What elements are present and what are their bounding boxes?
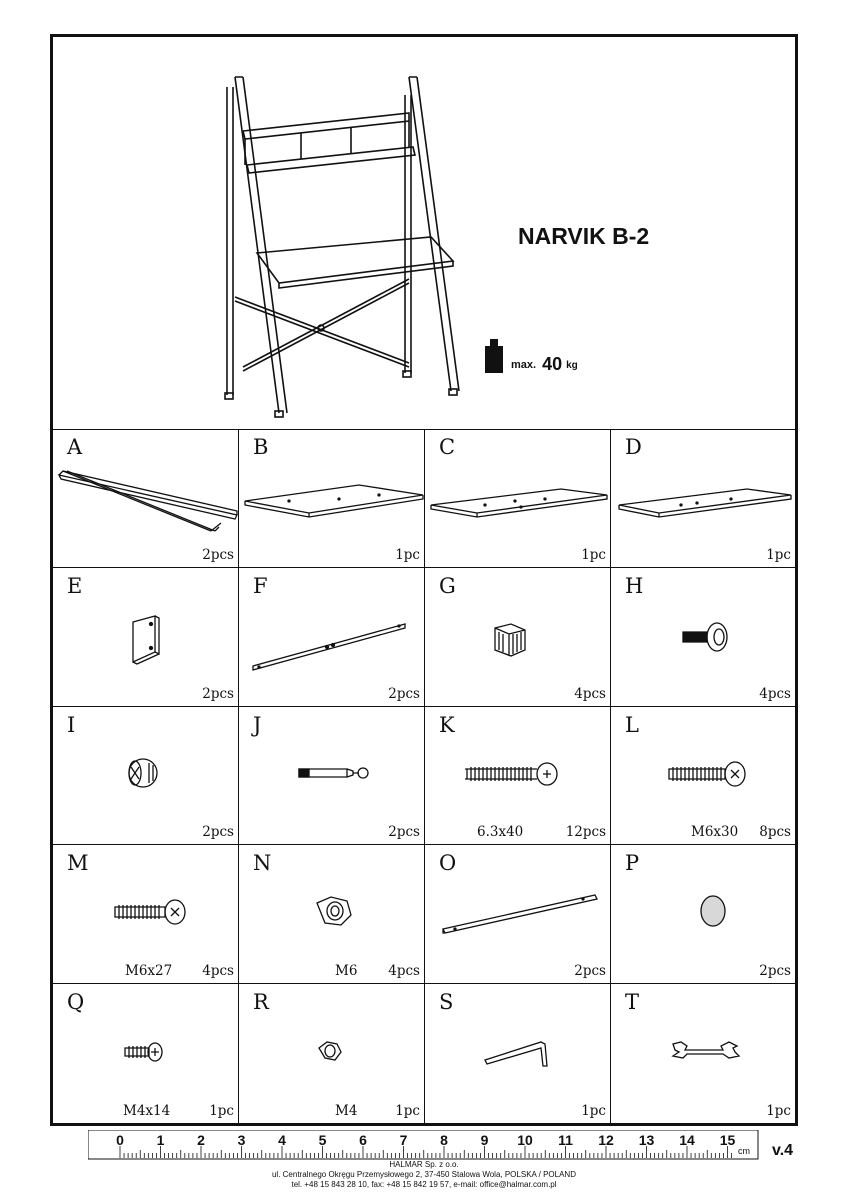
wrench-icon	[611, 984, 795, 1122]
part-letter: K	[439, 712, 455, 737]
part-cell-c	[425, 429, 611, 568]
part-qty: 2pcs	[574, 963, 606, 980]
ruler-number: 1	[156, 1132, 165, 1148]
ruler-number: 15	[719, 1132, 736, 1148]
screw-m4x14-icon	[53, 984, 239, 1122]
part-letter: E	[67, 573, 83, 598]
footer	[0, 1160, 848, 1190]
max-unit: kg	[566, 360, 578, 371]
part-cell-s	[425, 984, 611, 1123]
part-qty: 2pcs	[202, 685, 234, 702]
product-title: NARVIK B-2	[518, 223, 650, 249]
part-qty: 4pcs	[202, 963, 234, 980]
part-cell-p	[611, 845, 795, 984]
part-letter: O	[439, 851, 457, 876]
part-qty: 1pc	[766, 1103, 791, 1119]
ruler-number: 4	[278, 1132, 286, 1148]
ruler-number: 10	[517, 1132, 533, 1148]
part-letter: A	[67, 435, 83, 459]
nut-m4-icon	[239, 984, 425, 1122]
part-letter: F	[253, 573, 268, 598]
part-qty: 1pc	[581, 546, 606, 563]
ruler-number: 11	[558, 1132, 573, 1148]
part-qty: 2pcs	[202, 824, 234, 841]
part-qty: 12pcs	[565, 824, 606, 841]
part-cell-k	[425, 707, 611, 846]
max-label: max.	[511, 359, 537, 371]
part-cell-o	[425, 845, 611, 984]
part-qty: 2pcs	[388, 824, 420, 841]
part-letter: N	[253, 851, 272, 876]
ruler-number: 2	[197, 1132, 205, 1148]
part-spec: M6x27	[125, 963, 173, 980]
footer-company: HALMAR Sp. z o.o.	[389, 1160, 459, 1169]
part-cell-e	[53, 568, 239, 707]
ruler-number: 3	[237, 1132, 246, 1148]
version-label: v.4	[772, 1142, 794, 1159]
part-cell-t	[611, 984, 795, 1123]
part-cell-n	[239, 845, 425, 984]
ruler-number: 13	[638, 1132, 655, 1148]
part-letter: R	[253, 990, 269, 1015]
part-qty: 2pcs	[202, 546, 234, 563]
part-letter: Q	[67, 990, 85, 1015]
part-letter: B	[253, 435, 269, 459]
part-cell-i	[53, 707, 239, 846]
desk-illustration	[213, 65, 513, 425]
part-qty: 4pcs	[388, 963, 420, 980]
ruler-unit: cm	[738, 1146, 750, 1156]
ruler-number: 12	[598, 1132, 614, 1148]
ruler-number: 5	[318, 1132, 327, 1148]
ruler-number: 14	[679, 1132, 695, 1148]
part-cell-l	[611, 707, 795, 846]
weight-icon	[483, 337, 505, 375]
part-qty: 2pcs	[759, 963, 791, 980]
part-letter: L	[625, 712, 639, 737]
part-qty: 8pcs	[759, 824, 791, 841]
product-overview	[53, 37, 795, 430]
parts-grid	[53, 429, 795, 1123]
part-cell-f	[239, 568, 425, 707]
footer-address: ul. Centralnego Okręgu Przemysłowego 2, 37-450 Stalowa Wola, POLSKA / POLAND	[271, 1170, 576, 1179]
part-letter: H	[625, 573, 644, 598]
part-qty: 4pcs	[574, 685, 606, 702]
part-letter: I	[67, 712, 76, 737]
part-letter: C	[439, 435, 456, 459]
max-load	[483, 337, 578, 375]
part-letter: J	[253, 712, 262, 737]
part-qty: 1pc	[395, 546, 420, 563]
footer-contact: tel. +48 15 843 28 10, fax: +48 15 842 19 57, e-mail: office@halmar.com.pl	[291, 1180, 557, 1189]
part-qty: 1pc	[766, 546, 791, 563]
part-cell-h	[611, 568, 795, 707]
ruler-number: 7	[399, 1132, 408, 1148]
part-letter: T	[625, 990, 640, 1015]
instruction-sheet	[50, 34, 798, 1126]
ruler-number: 0	[116, 1132, 124, 1148]
part-cell-m	[53, 845, 239, 984]
part-letter: M	[67, 851, 89, 876]
part-letter: D	[625, 435, 642, 459]
part-letter: S	[439, 990, 454, 1015]
part-cell-a	[53, 429, 239, 568]
part-cell-r	[239, 984, 425, 1123]
part-qty: 1pc	[581, 1103, 606, 1119]
part-letter: P	[625, 851, 640, 876]
ruler	[88, 1130, 760, 1160]
ruler-number: 6	[359, 1132, 367, 1148]
part-spec: M6x30	[691, 824, 739, 841]
part-cell-j	[239, 707, 425, 846]
ruler-number: 9	[480, 1132, 489, 1148]
part-qty: 1pc	[209, 1103, 234, 1119]
part-spec: M4x14	[123, 1103, 171, 1119]
allen-key-icon	[425, 984, 611, 1122]
part-letter: G	[439, 573, 456, 598]
part-qty: 1pc	[395, 1103, 420, 1119]
part-qty: 2pcs	[388, 685, 420, 702]
part-qty: 4pcs	[759, 685, 791, 702]
part-spec: M6	[335, 963, 358, 980]
max-value: 40	[542, 354, 563, 374]
part-cell-d	[611, 429, 795, 568]
part-spec: M4	[335, 1103, 358, 1119]
part-cell-q	[53, 984, 239, 1123]
part-spec: 6.3x40	[477, 824, 524, 841]
ruler-number: 8	[440, 1132, 448, 1148]
part-cell-g	[425, 568, 611, 707]
part-cell-b	[239, 429, 425, 568]
